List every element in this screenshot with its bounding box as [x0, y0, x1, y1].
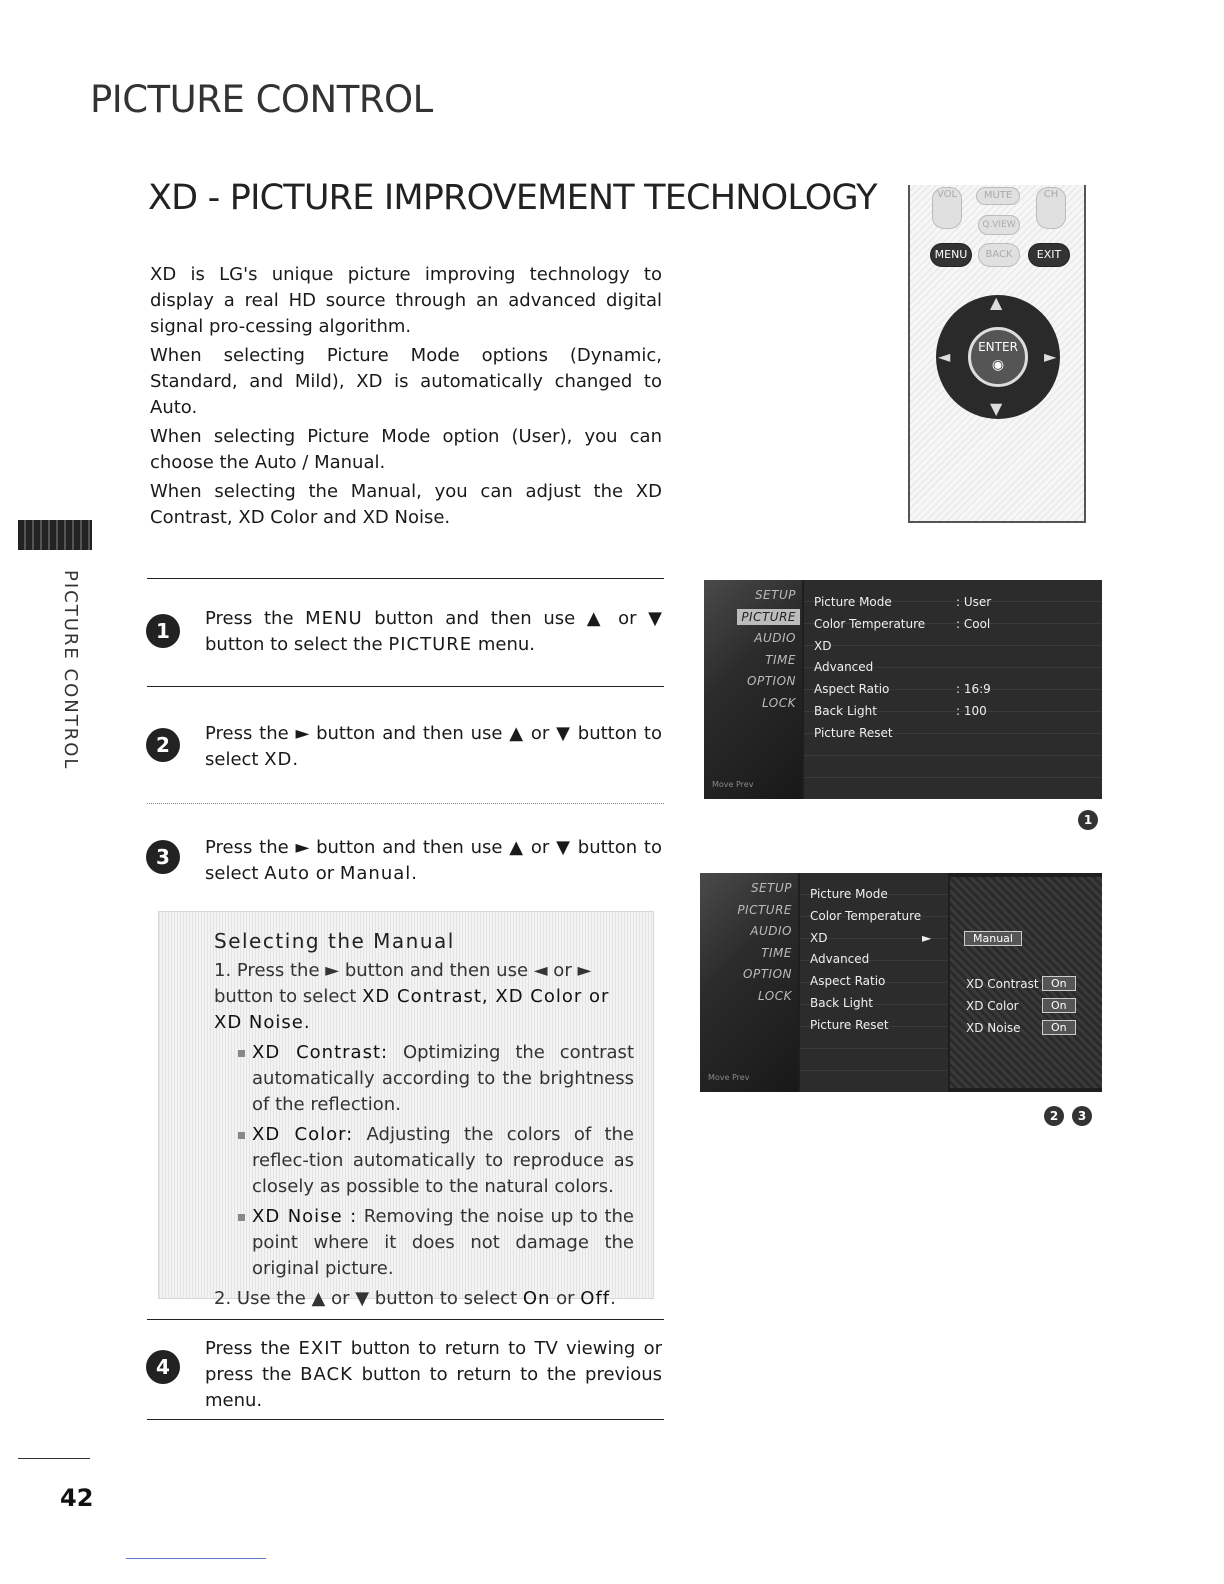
key-name: PICTURE — [388, 634, 473, 655]
osd-row-label: Picture Mode — [814, 595, 892, 609]
off-term: Off — [580, 1288, 611, 1309]
vol-button: VOL — [932, 187, 962, 229]
osd-row-label: Aspect Ratio — [810, 974, 886, 988]
step-text-part: button to return to TV viewing or press the — [205, 1338, 663, 1385]
intro-paragraph: When selecting Picture Mode options (Dynamic, Standard, and Mild), XD is automatically changed to Auto. — [150, 345, 662, 418]
step-text-part: . — [292, 749, 299, 770]
osd-row-value: : Cool — [956, 617, 991, 631]
sub-term: XD Contrast: — [252, 1042, 389, 1063]
osd-row-label: Color Temperature — [810, 909, 922, 923]
divider — [147, 1419, 664, 1420]
enter-label: ENTER — [978, 340, 1018, 354]
osd-tab-picture: PICTURE — [737, 903, 792, 917]
osd-sub-label: XD Contrast — [966, 977, 1039, 991]
side-tab-label: PICTURE CONTROL — [60, 570, 81, 771]
osd-sub-value — [1042, 1020, 1076, 1035]
osd-row-label: Advanced — [810, 952, 870, 966]
step-text-part: . — [411, 863, 418, 884]
sub-text: Optimizing the contrast automatically according to the brightness of the reflection. — [252, 1042, 634, 1115]
step-text-part: or — [310, 863, 340, 884]
osd-menu-list — [804, 580, 1102, 799]
bullet-square-icon — [238, 1050, 245, 1057]
sub-term: XD Noise : — [252, 1206, 358, 1227]
osd-row-label: Color Temperature — [814, 617, 926, 631]
osd-row-label: Picture Mode — [810, 887, 888, 901]
osd-tab-time: TIME — [765, 653, 796, 667]
osd-row-label: Aspect Ratio — [814, 682, 890, 696]
intro-text — [150, 262, 662, 531]
osd-row-label: Advanced — [814, 660, 874, 674]
manual-sub-item — [214, 1204, 634, 1282]
step-number: 1 — [146, 614, 180, 648]
osd-tab-column — [704, 580, 802, 799]
enter-button — [968, 327, 1028, 387]
osd-row-value: : User — [956, 595, 992, 609]
step-2-text — [205, 721, 662, 773]
side-tab-marker — [18, 520, 92, 550]
back-button: BACK — [978, 243, 1020, 267]
osd-tab-option: OPTION — [743, 967, 792, 981]
manual-item-2 — [214, 1286, 634, 1312]
manual-sub-item — [214, 1040, 634, 1118]
osd-tab-picture: PICTURE — [737, 609, 800, 625]
osd-sub-label: XD Noise — [966, 1021, 1021, 1035]
manual-text: 2. Use the ▲ or ▼ button to select — [214, 1288, 523, 1309]
manual-box-title: Selecting the Manual — [214, 929, 455, 953]
osd-row-label: Back Light — [810, 996, 873, 1010]
osd-tab-setup: SETUP — [750, 881, 792, 895]
step-text-part: button and then use ▲ or ▼ button to select the — [205, 608, 662, 655]
sub-value-label: On — [1042, 976, 1076, 991]
step-3-text — [205, 835, 662, 887]
divider — [147, 578, 664, 579]
selecting-manual-box — [158, 911, 654, 1309]
osd-tab-lock: LOCK — [761, 696, 796, 710]
intro-paragraph: When selecting Picture Mode option (User), you can choose the Auto / Manual. — [150, 426, 662, 473]
step-text-part: Press the ► button and then use ▲ or ▼ button to select — [205, 837, 662, 884]
osd-sub-value — [1042, 976, 1076, 991]
manual-badge-label: Manual — [964, 931, 1022, 946]
manual-item-1 — [214, 958, 634, 1036]
step-1-text — [205, 606, 662, 658]
osd-manual-badge — [964, 931, 1022, 946]
q-view-button: Q.VIEW — [978, 215, 1020, 235]
osd-xd-submenu — [950, 877, 1102, 1088]
section-title: PICTURE CONTROL — [90, 78, 433, 121]
osd-tab-time: TIME — [761, 946, 792, 960]
step-text-part: Press the — [205, 1338, 299, 1359]
sub-value-label: On — [1042, 1020, 1076, 1035]
figure-number: 1 — [1078, 810, 1098, 830]
step-number: 2 — [146, 728, 180, 762]
osd-footer: Move Prev — [708, 1073, 750, 1082]
osd-row-label: Back Light — [814, 704, 877, 718]
page-number: 42 — [60, 1484, 94, 1512]
osd-row-label: Picture Reset — [814, 726, 893, 740]
osd-tab-lock: LOCK — [757, 989, 792, 1003]
enter-circle-icon: ◉ — [991, 357, 1005, 373]
key-name: Manual — [339, 863, 412, 884]
left-arrow-icon: ◄ — [938, 347, 951, 366]
sub-text: Adjusting the colors of the reflec-tion automatically to reproduce as closely as possible to the natural colors. — [252, 1124, 635, 1197]
down-arrow-icon: ▼ — [990, 399, 1003, 418]
osd-menu-list — [800, 873, 948, 1092]
footer-rule — [18, 1458, 90, 1459]
manual-text: 1. Press the ► button and then use ◄ or ► button to select — [214, 960, 592, 1007]
osd-screen-xd-menu — [700, 873, 1102, 1092]
osd-tab-column — [700, 873, 798, 1092]
remote-control-illustration — [908, 185, 1086, 523]
menu-button: MENU — [930, 243, 972, 267]
osd-footer: Move Prev — [712, 780, 754, 789]
key-name: MENU — [305, 608, 363, 629]
divider — [147, 1319, 664, 1320]
osd-tab-option: OPTION — [747, 674, 796, 688]
divider — [147, 803, 664, 804]
bullet-square-icon — [238, 1214, 245, 1221]
bottom-blue-rule — [126, 1558, 266, 1559]
manual-terms: XD Contrast, XD Color or XD Noise. — [214, 986, 610, 1033]
up-arrow-icon: ▲ — [990, 293, 1003, 312]
osd-tab-audio: AUDIO — [750, 924, 792, 938]
bullet-square-icon — [238, 1132, 245, 1139]
sub-value-label: On — [1042, 998, 1076, 1013]
osd-submenu-arrow-icon: ► — [922, 931, 932, 945]
manual-text: or — [550, 1288, 581, 1309]
sub-term: XD Color: — [252, 1124, 354, 1145]
osd-sub-value — [1042, 998, 1076, 1013]
key-name: Auto — [264, 863, 310, 884]
right-arrow-icon: ► — [1044, 347, 1057, 366]
on-term: On — [522, 1288, 551, 1309]
key-name: XD — [264, 749, 293, 770]
step-4-text — [205, 1336, 662, 1414]
osd-tab-setup: SETUP — [754, 588, 796, 602]
key-name: EXIT — [298, 1338, 343, 1359]
step-number: 3 — [146, 840, 180, 874]
osd-tab-audio: AUDIO — [754, 631, 796, 645]
divider — [147, 686, 664, 687]
step-text-part: Press the ► button and then use ▲ or ▼ button to select — [205, 723, 662, 770]
osd-row-value: : 100 — [956, 704, 987, 718]
topic-title: XD - PICTURE IMPROVEMENT TECHNOLOGY — [148, 178, 877, 218]
manual-sub-item — [214, 1122, 634, 1200]
step-text-part: Press the — [205, 608, 306, 629]
mute-button: MUTE — [976, 187, 1020, 205]
figure-number: 2 — [1044, 1106, 1064, 1126]
key-name: BACK — [300, 1364, 353, 1385]
osd-row-label: Picture Reset — [810, 1018, 889, 1032]
step-number: 4 — [146, 1350, 180, 1384]
osd-row-label: XD — [814, 639, 832, 653]
step-text-part: button to return to the previous menu. — [205, 1364, 663, 1411]
osd-sub-label: XD Color — [966, 999, 1019, 1013]
manual-text: . — [610, 1288, 616, 1309]
osd-screen-picture-menu — [704, 580, 1102, 799]
osd-row-label: XD — [810, 931, 828, 945]
sub-text: Removing the noise up to the point where it does not damage the original picture. — [252, 1206, 634, 1279]
osd-row-value: : 16:9 — [956, 682, 991, 696]
exit-button: EXIT — [1028, 243, 1070, 267]
ch-button: CH — [1036, 187, 1066, 229]
step-text-part: menu. — [472, 634, 536, 655]
intro-paragraph: XD is LG's unique picture improving technology to display a real HD source through an advanced digital signal pro-cessing algorithm. — [150, 264, 662, 337]
intro-paragraph: When selecting the Manual, you can adjust the XD Contrast, XD Color and XD Noise. — [150, 481, 662, 528]
figure-number: 3 — [1072, 1106, 1092, 1126]
